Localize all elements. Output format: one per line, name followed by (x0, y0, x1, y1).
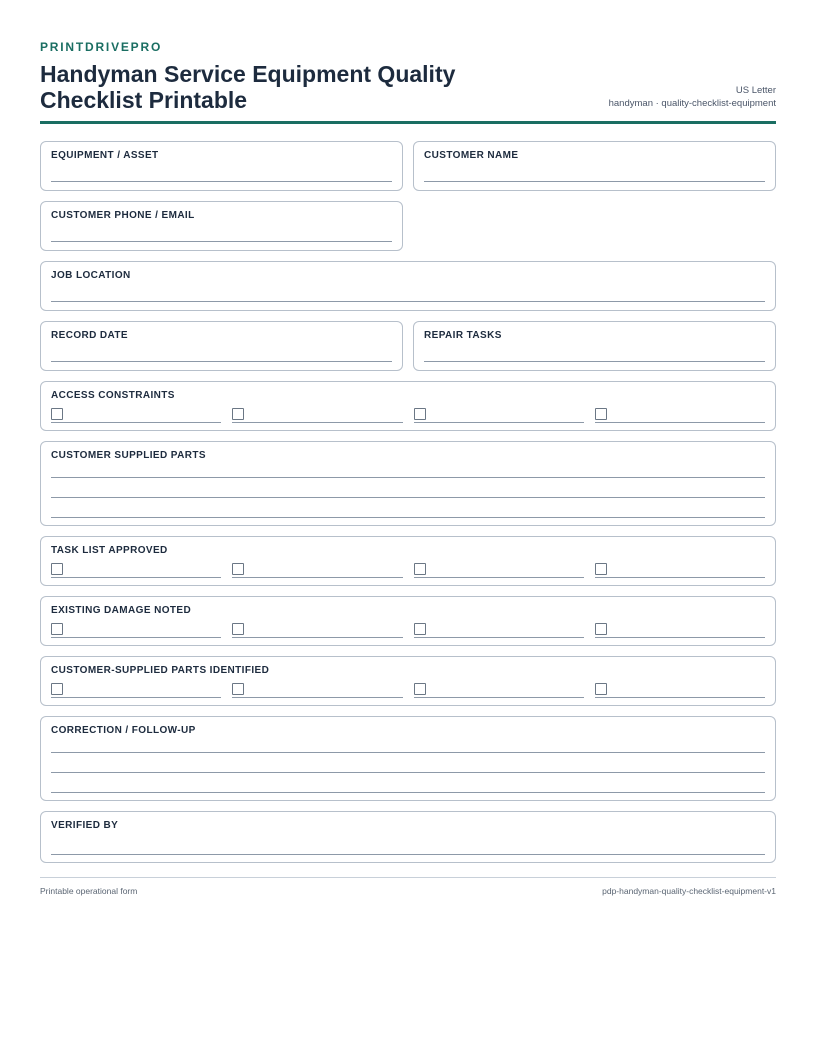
form-slug: handyman · quality-checklist-equipment (608, 98, 776, 109)
field-verified-by (40, 811, 776, 863)
write-line[interactable] (414, 422, 584, 423)
field-task-list-approved (40, 536, 776, 586)
checkbox[interactable] (595, 408, 607, 420)
write-line[interactable] (51, 361, 392, 362)
page-meta (609, 84, 776, 110)
check-option (232, 682, 402, 696)
page-title: Handyman Service Equipment Quality Checklist Printable (40, 61, 456, 113)
check-option (414, 622, 584, 636)
checkbox-row (51, 562, 765, 576)
check-option (595, 407, 765, 421)
field-correction (40, 716, 776, 801)
check-option (595, 562, 765, 576)
checkbox[interactable] (51, 623, 63, 635)
field-record-date (40, 321, 403, 371)
check-option (414, 562, 584, 576)
brand-logo: PRINTDRIVEPRO (40, 40, 163, 54)
write-line[interactable] (51, 477, 765, 478)
field-label: CORRECTION / FOLLOW-UP (51, 725, 196, 736)
checkbox[interactable] (595, 683, 607, 695)
check-option (414, 407, 584, 421)
checkbox[interactable] (232, 683, 244, 695)
field-label: EQUIPMENT / ASSET (51, 150, 159, 161)
check-option (414, 682, 584, 696)
field-label: EXISTING DAMAGE NOTED (51, 605, 192, 616)
checkbox-row (51, 407, 765, 421)
checkbox[interactable] (414, 623, 426, 635)
field-equipment (40, 141, 403, 191)
field-label: CUSTOMER PHONE / EMAIL (51, 210, 195, 221)
checkbox[interactable] (595, 563, 607, 575)
checkbox[interactable] (595, 623, 607, 635)
check-option (232, 622, 402, 636)
checkbox[interactable] (232, 408, 244, 420)
footer-form-id: pdp-handyman-quality-checklist-equipment-v1 (602, 886, 776, 896)
write-line[interactable] (51, 752, 765, 753)
write-line[interactable] (232, 697, 402, 698)
check-option (51, 407, 221, 421)
write-line[interactable] (424, 361, 765, 362)
field-customer-supplied-parts (40, 441, 776, 526)
check-option (232, 562, 402, 576)
check-option (51, 682, 221, 696)
field-repair-tasks (413, 321, 776, 371)
write-line[interactable] (51, 241, 392, 242)
field-label: RECORD DATE (51, 330, 128, 341)
field-label: CUSTOMER-SUPPLIED PARTS IDENTIFIED (51, 665, 270, 676)
write-line[interactable] (51, 517, 765, 518)
field-customer-name (413, 141, 776, 191)
checkbox[interactable] (51, 408, 63, 420)
field-label: CUSTOMER SUPPLIED PARTS (51, 450, 206, 461)
check-option (595, 622, 765, 636)
field-customer-contact (40, 201, 403, 251)
write-line[interactable] (232, 637, 402, 638)
form-page (40, 40, 776, 831)
page-footer (40, 877, 776, 896)
checkbox[interactable] (414, 408, 426, 420)
field-label: CUSTOMER NAME (424, 150, 519, 161)
paper-size: US Letter (735, 85, 776, 96)
field-label: REPAIR TASKS (424, 330, 502, 341)
checkbox[interactable] (51, 563, 63, 575)
field-label: ACCESS CONSTRAINTS (51, 390, 175, 401)
write-line[interactable] (51, 497, 765, 498)
write-line[interactable] (595, 577, 765, 578)
checkbox-row (51, 622, 765, 636)
footer-left-text: Printable operational form (40, 886, 138, 896)
write-line[interactable] (51, 577, 221, 578)
checkbox[interactable] (232, 623, 244, 635)
check-option (232, 407, 402, 421)
field-existing-damage (40, 596, 776, 646)
field-job-location (40, 261, 776, 311)
checkbox-row (51, 682, 765, 696)
write-line[interactable] (414, 637, 584, 638)
write-line[interactable] (51, 697, 221, 698)
write-line[interactable] (232, 422, 402, 423)
write-line[interactable] (51, 637, 221, 638)
field-label: JOB LOCATION (51, 270, 131, 281)
check-option (51, 562, 221, 576)
checkbox[interactable] (51, 683, 63, 695)
checkbox[interactable] (232, 563, 244, 575)
field-label: VERIFIED BY (51, 820, 119, 831)
write-line[interactable] (51, 772, 765, 773)
field-access-constraints (40, 381, 776, 431)
write-line[interactable] (424, 181, 765, 182)
page-header (40, 40, 776, 124)
check-option (51, 622, 221, 636)
write-line[interactable] (51, 854, 765, 855)
write-line[interactable] (51, 181, 392, 182)
write-line[interactable] (595, 637, 765, 638)
checkbox[interactable] (414, 683, 426, 695)
write-line[interactable] (595, 697, 765, 698)
field-parts-identified (40, 656, 776, 706)
write-line[interactable] (51, 422, 221, 423)
write-line[interactable] (414, 697, 584, 698)
checkbox[interactable] (414, 563, 426, 575)
check-option (595, 682, 765, 696)
write-line[interactable] (595, 422, 765, 423)
write-line[interactable] (51, 792, 765, 793)
write-line[interactable] (51, 301, 765, 302)
field-label: TASK LIST APPROVED (51, 545, 168, 556)
write-line[interactable] (414, 577, 584, 578)
write-line[interactable] (232, 577, 402, 578)
